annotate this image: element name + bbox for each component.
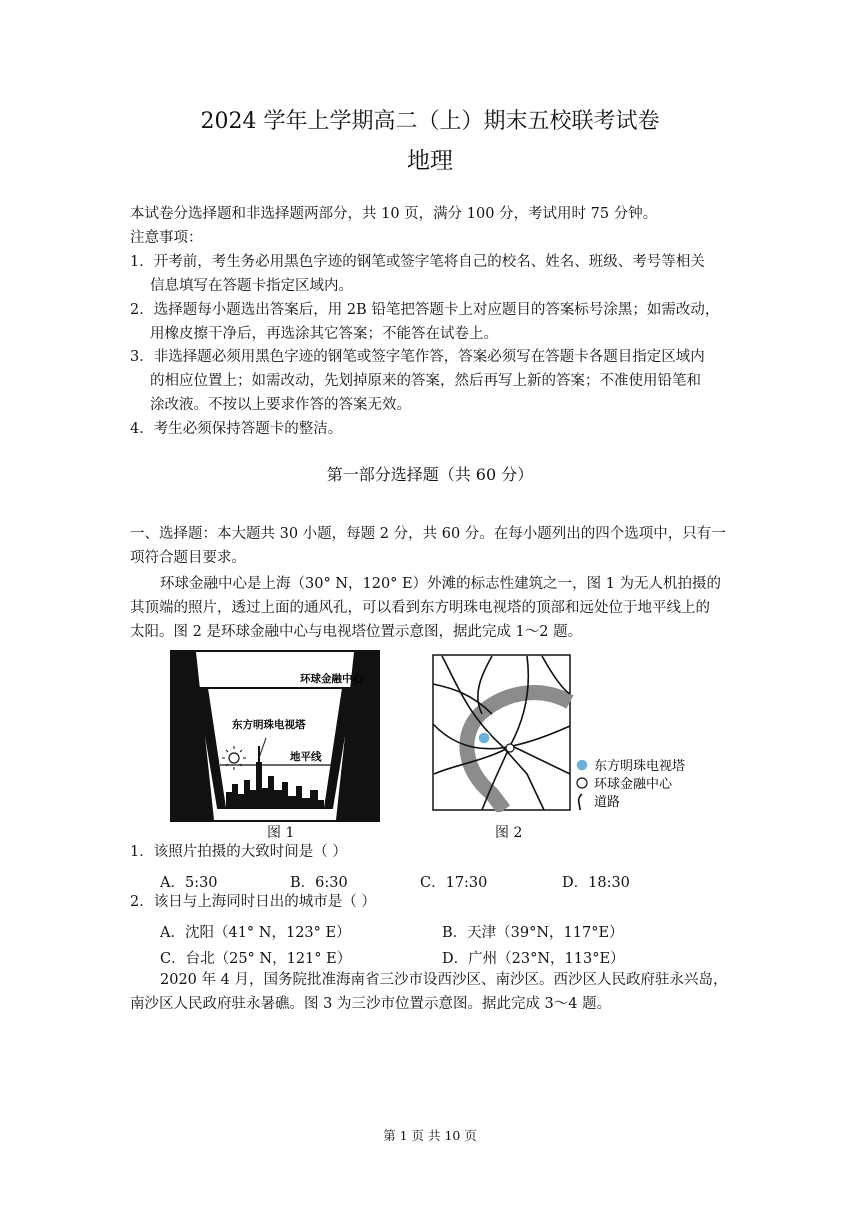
question-1-option-c: C．17:30 — [420, 875, 488, 891]
passage-line: 其顶端的照片，透过上面的通风孔，可以看到东方明珠电视塔的顶部和远处位于地平线上的 — [130, 600, 710, 616]
question-1-option-d: D．18:30 — [562, 875, 630, 891]
section-instruction: 项符合题目要求。 — [130, 550, 246, 566]
question-1-stem: 1．该照片拍摄的大致时间是（ ） — [130, 844, 347, 860]
note-line: 涂改液。不按以上要求作答的答案无效。 — [150, 397, 411, 413]
label-horizon: 地平线 — [290, 751, 322, 763]
note-line: 用橡皮擦干净后，再选涂其它答案；不能答在试卷上。 — [150, 326, 498, 342]
figure-1 — [170, 650, 380, 822]
notes-title: 注意事项： — [130, 230, 203, 246]
exam-title: 2024 学年上学期高二（上）期末五校联考试卷 — [200, 109, 660, 134]
intro-text: 本试卷分选择题和非选择题两部分，共 10 页，满分 100 分，考试用时 75 分钟。 — [130, 206, 658, 222]
financial-center-marker-icon — [506, 744, 514, 752]
tower-marker-icon — [478, 732, 490, 744]
figure-2-caption: 图 2 — [495, 825, 523, 841]
question-1-option-b: B．6:30 — [290, 875, 348, 891]
figure-2 — [432, 654, 702, 812]
note-line: 3．非选择题必须用黑色字迹的钢笔或签字笔作答，答案必须写在答题卡各题目指定区域内 — [130, 349, 705, 365]
question-2-stem: 2．该日与上海同时日出的城市是（ ） — [130, 894, 376, 910]
tower-legend-icon — [576, 759, 588, 771]
label-tower: 东方明珠电视塔 — [232, 719, 306, 731]
legend-tower: 东方明珠电视塔 — [594, 759, 686, 774]
question-2-option-b: B．天津（39°N，117°E） — [442, 925, 624, 941]
section-instruction: 一、选择题：本大题共 30 小题，每题 2 分，共 60 分。在每小题列出的四个选项中，只有一 — [130, 526, 726, 542]
question-1-option-a: A．5:30 — [160, 875, 218, 891]
subject-title: 地理 — [407, 148, 453, 174]
note-line: 2．选择题每小题选出答案后，用 2B 铅笔把答题卡上对应题目的答案标号涂黑；如需改动， — [130, 302, 720, 318]
note-line: 的相应位置上；如需改动，先划掉原来的答案，然后再写上新的答案；不准使用铅笔和 — [150, 373, 701, 389]
page-footer: 第 1 页 共 10 页 — [383, 1128, 477, 1143]
note-line: 1．开考前，考生务必用黑色字迹的钢笔或签字笔将自己的校名、姓名、班级、考号等相关 — [130, 254, 705, 270]
question-2-option-c: C．台北（25° N，121° E） — [160, 951, 352, 967]
passage-line: 南沙区人民政府驻永暑礁。图 3 为三沙市位置示意图。据此完成 3～4 题。 — [130, 996, 612, 1012]
legend — [576, 758, 685, 810]
question-2-option-d: D．广州（23°N，113°E） — [442, 951, 625, 967]
figure-1-caption: 图 1 — [267, 825, 295, 841]
passage-line: 2020 年 4 月，国务院批准海南省三沙市设西沙区、南沙区。西沙区人民政府驻永兴岛， — [160, 972, 728, 988]
financial-center-legend-icon — [577, 778, 587, 788]
passage-line: 环球金融中心是上海（30° N，120° E）外滩的标志性建筑之一，图 1 为无人机拍摄的 — [160, 576, 722, 592]
note-line: 信息填写在答题卡指定区域内。 — [150, 278, 353, 294]
label-building: 环球金融中心 — [300, 673, 363, 685]
legend-road: 道路 — [594, 795, 621, 810]
question-2-option-a: A．沈阳（41° N，123° E） — [160, 925, 351, 941]
note-line: 4．考生必须保持答题卡的整洁。 — [130, 421, 343, 437]
part1-title: 第一部分选择题（共 60 分） — [326, 465, 534, 484]
road-legend-icon — [579, 794, 582, 810]
passage-line: 太阳。图 2 是环球金融中心与电视塔位置示意图，据此完成 1～2 题。 — [130, 624, 583, 640]
legend-financial-center: 环球金融中心 — [594, 777, 673, 792]
